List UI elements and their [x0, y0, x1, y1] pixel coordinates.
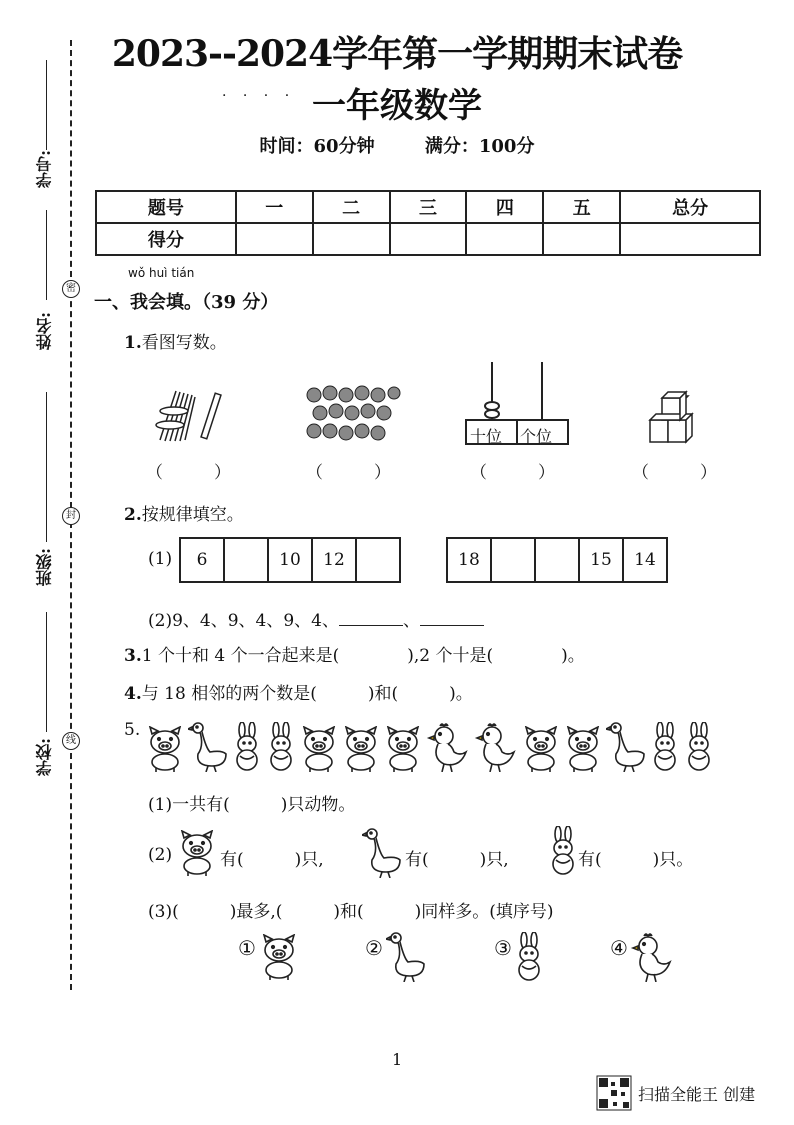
score-row-label: 得分	[96, 223, 236, 255]
q1-answer-blank-1[interactable]: （ ）	[146, 463, 231, 483]
legend-goose-icon	[386, 932, 426, 982]
sequence-cell: 18	[447, 538, 491, 582]
q2-sub1-label: (1)	[148, 549, 173, 569]
legend-mark-3: ③	[494, 936, 512, 960]
q4	[124, 679, 473, 704]
pig-icon	[522, 726, 560, 772]
scanner-brand-label: 扫描全能王 创建	[638, 1085, 756, 1104]
section-title: 一、我会填。（39 分）	[94, 292, 279, 313]
rabbit-icon	[232, 722, 262, 772]
seal-mark-1: 密	[62, 280, 80, 298]
q5-sub1: (1)一共有( )只动物。	[148, 795, 356, 815]
goose-icon	[606, 722, 646, 772]
pig-icon	[384, 726, 422, 772]
exam-meta	[0, 132, 794, 158]
section-pinyin: wǒ huì tián	[128, 266, 195, 280]
q1-number: 1.	[124, 333, 142, 353]
sequence-cell: 14	[623, 538, 667, 582]
time-label: 时间：60分钟	[259, 136, 375, 157]
sequence-cell: 15	[579, 538, 623, 582]
q5-number: 5.	[124, 720, 141, 740]
page-number: 1	[392, 1050, 403, 1069]
q1-answer-blank-4[interactable]: （ ）	[632, 463, 717, 483]
q3-text: 1 个十和 4 个一合起来是( ),2 个十是( )。	[141, 646, 585, 666]
q2-sub2-separator: 、	[402, 611, 420, 631]
score-cell: 总分	[620, 191, 760, 223]
abacus-tens-label: 十位	[470, 427, 503, 446]
legend-mark-1: ①	[238, 936, 256, 960]
q4-text: 与 18 相邻的两个数是( )和( )。	[141, 684, 473, 704]
score-table	[95, 190, 761, 256]
student-no-line	[46, 60, 47, 150]
class-line	[46, 392, 47, 542]
pig-icon	[300, 726, 338, 772]
score-input-cell[interactable]	[543, 223, 620, 255]
stick-bundle-icon	[150, 385, 230, 445]
cube-stack-icon	[648, 390, 710, 446]
goose-icon	[362, 828, 402, 878]
seal-mark-2: 封	[62, 507, 80, 525]
score-cell: 二	[313, 191, 390, 223]
sequence-box-1	[179, 537, 401, 583]
q2-sub2-blank-1[interactable]	[339, 611, 403, 626]
pig-icon	[564, 726, 602, 772]
legend-rabbit-icon	[514, 932, 544, 982]
rabbit-icon	[650, 722, 680, 772]
q5-sub3: (3)( )最多,( )和( )同样多。(填序号)	[148, 902, 554, 922]
name-label: 姓名:	[35, 312, 54, 350]
score-table-header-row	[96, 191, 760, 223]
sequence-cell: 6	[180, 538, 224, 582]
sequence-blank-cell[interactable]	[356, 538, 400, 582]
q3	[124, 641, 585, 666]
sequence-blank-cell[interactable]	[535, 538, 579, 582]
exam-subtitle: 一年级数学	[312, 86, 482, 126]
rabbit-icon	[548, 826, 578, 876]
name-line	[46, 210, 47, 300]
pig-icon	[146, 726, 184, 772]
seal-mark-3: 线	[62, 732, 80, 750]
sequence-blank-cell[interactable]	[224, 538, 268, 582]
exam-title: 2023--2024学年第一学期期末试卷	[111, 33, 683, 75]
q3-number: 3.	[124, 646, 142, 666]
sequence-box-2	[446, 537, 668, 583]
pig-icon	[342, 726, 380, 772]
score-cell: 三	[390, 191, 467, 223]
legend-mark-2: ②	[365, 936, 383, 960]
q5-sub2-goose-count: 有( )只,	[405, 850, 509, 870]
score-cell: 五	[543, 191, 620, 223]
legend-mark-4: ④	[610, 936, 628, 960]
score-input-cell[interactable]	[236, 223, 313, 255]
animal-row	[146, 720, 746, 772]
q5-sub2-pig-count: 有( )只,	[220, 850, 324, 870]
q1-heading	[124, 328, 227, 353]
score-input-cell[interactable]	[620, 223, 760, 255]
q5-sub2-rabbit-count: 有( )只。	[578, 850, 694, 870]
score-input-cell[interactable]	[390, 223, 467, 255]
rabbit-icon	[266, 722, 296, 772]
legend-pig-icon	[260, 934, 298, 980]
q1-answer-blank-3[interactable]: （ ）	[470, 463, 555, 483]
q2-sub2	[148, 606, 484, 631]
strawberry-cluster-icon	[302, 383, 402, 445]
chick-icon	[474, 722, 518, 772]
score-cell: 题号	[96, 191, 236, 223]
chick-icon	[426, 722, 470, 772]
legend-chick-icon	[630, 932, 674, 982]
goose-icon	[188, 722, 228, 772]
school-line	[46, 612, 47, 732]
class-label: 班级:	[35, 548, 54, 586]
score-input-cell[interactable]	[466, 223, 543, 255]
q2-text: 按规律填空。	[141, 505, 244, 525]
student-no-label: 学号:	[35, 150, 54, 188]
q2-number: 2.	[124, 505, 142, 525]
sequence-cell: 10	[268, 538, 312, 582]
pig-icon	[178, 830, 216, 876]
score-cell: 四	[466, 191, 543, 223]
q2-heading	[124, 500, 244, 525]
q1-answer-blank-2[interactable]: （ ）	[306, 463, 391, 483]
q2-sub2-blank-2[interactable]	[420, 611, 484, 626]
q2-sub2-text: (2)9、4、9、4、9、4、	[148, 611, 339, 631]
abacus-ones-label: 个位	[520, 427, 553, 446]
sequence-blank-cell[interactable]	[491, 538, 535, 582]
decorative-dots: · · · ·	[222, 88, 296, 104]
q5-sub2-label: (2)	[148, 845, 173, 865]
q4-number: 4.	[124, 684, 142, 704]
school-label: 学校:	[35, 738, 54, 776]
score-cell: 一	[236, 191, 313, 223]
q1-text: 看图写数。	[141, 333, 227, 353]
full-score-label: 满分：100分	[424, 136, 535, 157]
score-table-score-row	[96, 223, 760, 255]
sequence-cell: 12	[312, 538, 356, 582]
rabbit-icon	[684, 722, 714, 772]
qr-code-icon	[597, 1076, 631, 1110]
score-input-cell[interactable]	[313, 223, 390, 255]
